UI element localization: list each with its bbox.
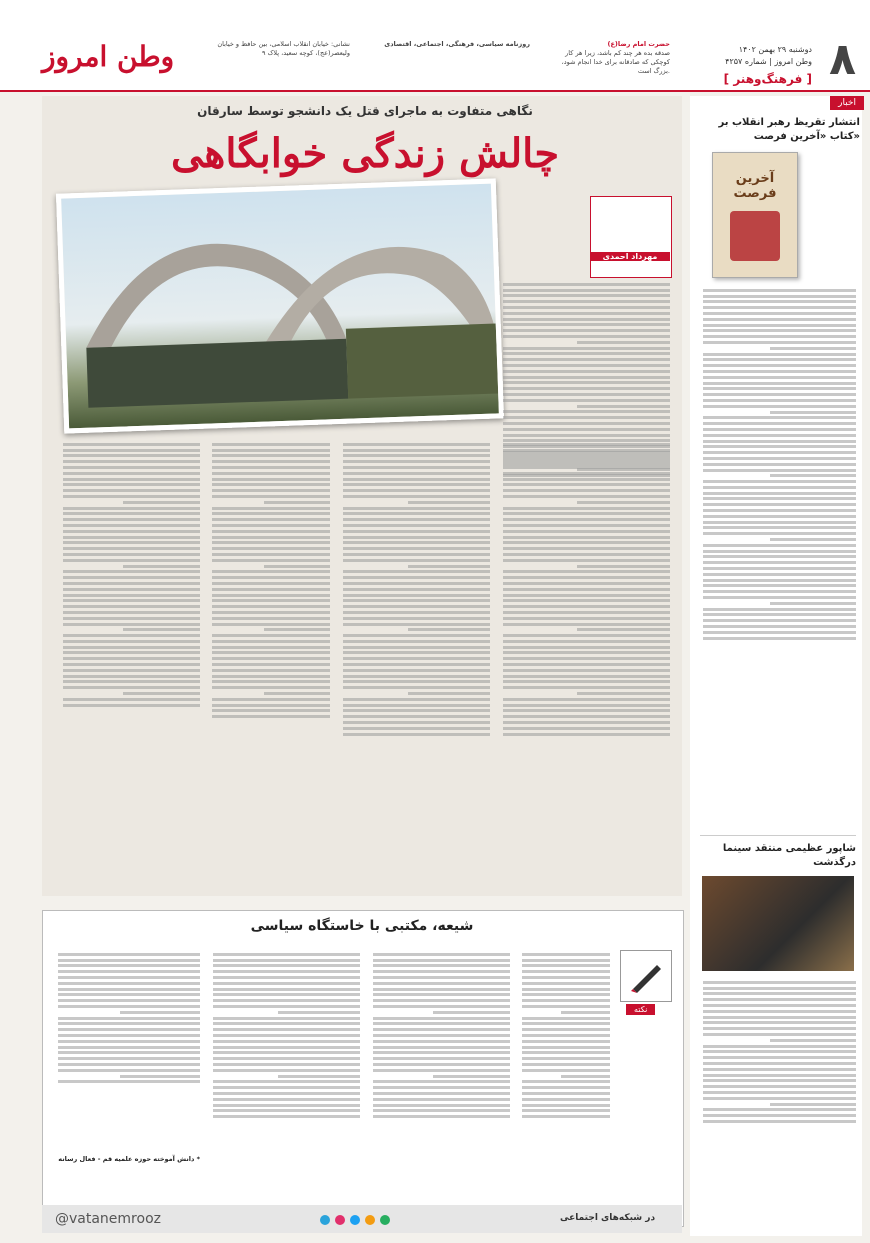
news-tab: اخبار bbox=[830, 96, 864, 110]
social-icons bbox=[320, 1210, 390, 1229]
article-column-4 bbox=[60, 440, 200, 840]
book-title: آخرین فرصت bbox=[733, 171, 777, 201]
obituary-photo bbox=[702, 876, 854, 971]
newspaper-logo: وطن امروز bbox=[42, 40, 175, 73]
gate-illustration bbox=[61, 184, 499, 429]
sidebar-second-headline: شاپور عظیمی منتقد سینما درگذشت bbox=[722, 843, 856, 868]
bottom-headline: شیعه، مکتبی با خاستگاه سیاسی bbox=[250, 918, 474, 934]
page-number: ۸ bbox=[829, 34, 856, 85]
eitaa-icon[interactable] bbox=[365, 1215, 375, 1225]
article-column-2 bbox=[340, 440, 490, 880]
social-label: در شبکه‌های اجتماعی bbox=[560, 1213, 656, 1223]
article-column-3 bbox=[210, 440, 330, 860]
pen-icon bbox=[620, 950, 672, 1002]
date-line: دوشنبه ۲۹ بهمن ۱۴۰۲ bbox=[738, 45, 812, 54]
article-kicker: نگاهی متفاوت به ماجرای قتل یک دانشجو توسط سارقان bbox=[197, 104, 533, 118]
section-label: [ فرهنگ‌وهنر ] bbox=[723, 72, 812, 86]
sidebar-article-body bbox=[700, 286, 856, 816]
quote-title: حضرت امام رضا(ع) bbox=[607, 40, 670, 48]
issue-info bbox=[725, 44, 812, 68]
sidebar-headline: انتشار تقریظ رهبر انقلاب بر کتاب «آخرین فرصت» bbox=[718, 117, 860, 142]
sidebar-obituary-body bbox=[700, 978, 856, 1198]
university-gate-photo bbox=[56, 178, 504, 433]
article-headline: چالش زندگی خوابگاهی bbox=[170, 130, 560, 177]
book-cover-art bbox=[730, 211, 780, 261]
bottom-column-1 bbox=[520, 950, 610, 1200]
social-handle[interactable]: @vatanemrooz bbox=[55, 1211, 161, 1227]
divider bbox=[700, 835, 856, 836]
contact-info: نشانی: خیابان انقلاب اسلامی، بین حافظ و خیابان ولیعصر(عج)، کوچه سعید، پلاک ۹ bbox=[217, 40, 350, 57]
quote-text: صدقه بده هر چند کم باشد، زیرا هر کار کوچکی که صادقانه برای خدا انجام شود، بزرگ است. bbox=[561, 49, 670, 75]
author-name: مهرداد احمدی bbox=[590, 252, 670, 261]
bale-icon[interactable] bbox=[380, 1215, 390, 1225]
bottom-column-4 bbox=[55, 950, 200, 1150]
quote-block bbox=[550, 40, 670, 76]
bottom-column-3 bbox=[210, 950, 360, 1200]
article-column-1 bbox=[500, 440, 670, 880]
paper-description: روزنامه سیاسی، فرهنگی، اجتماعی، اقتصادی bbox=[384, 40, 530, 48]
twitter-icon[interactable] bbox=[350, 1215, 360, 1225]
telegram-icon[interactable] bbox=[320, 1215, 330, 1225]
author-credit: * دانش آموخته حوزه علمیه قم - فعال رسانه bbox=[58, 1155, 200, 1163]
bottom-column-2 bbox=[370, 950, 510, 1200]
book-cover bbox=[712, 152, 798, 278]
instagram-icon[interactable] bbox=[335, 1215, 345, 1225]
tip-tag: نکته bbox=[626, 1004, 655, 1015]
issue-line: وطن امروز | شماره ۴۲۵۷ bbox=[725, 57, 812, 66]
author-photo bbox=[590, 196, 672, 278]
